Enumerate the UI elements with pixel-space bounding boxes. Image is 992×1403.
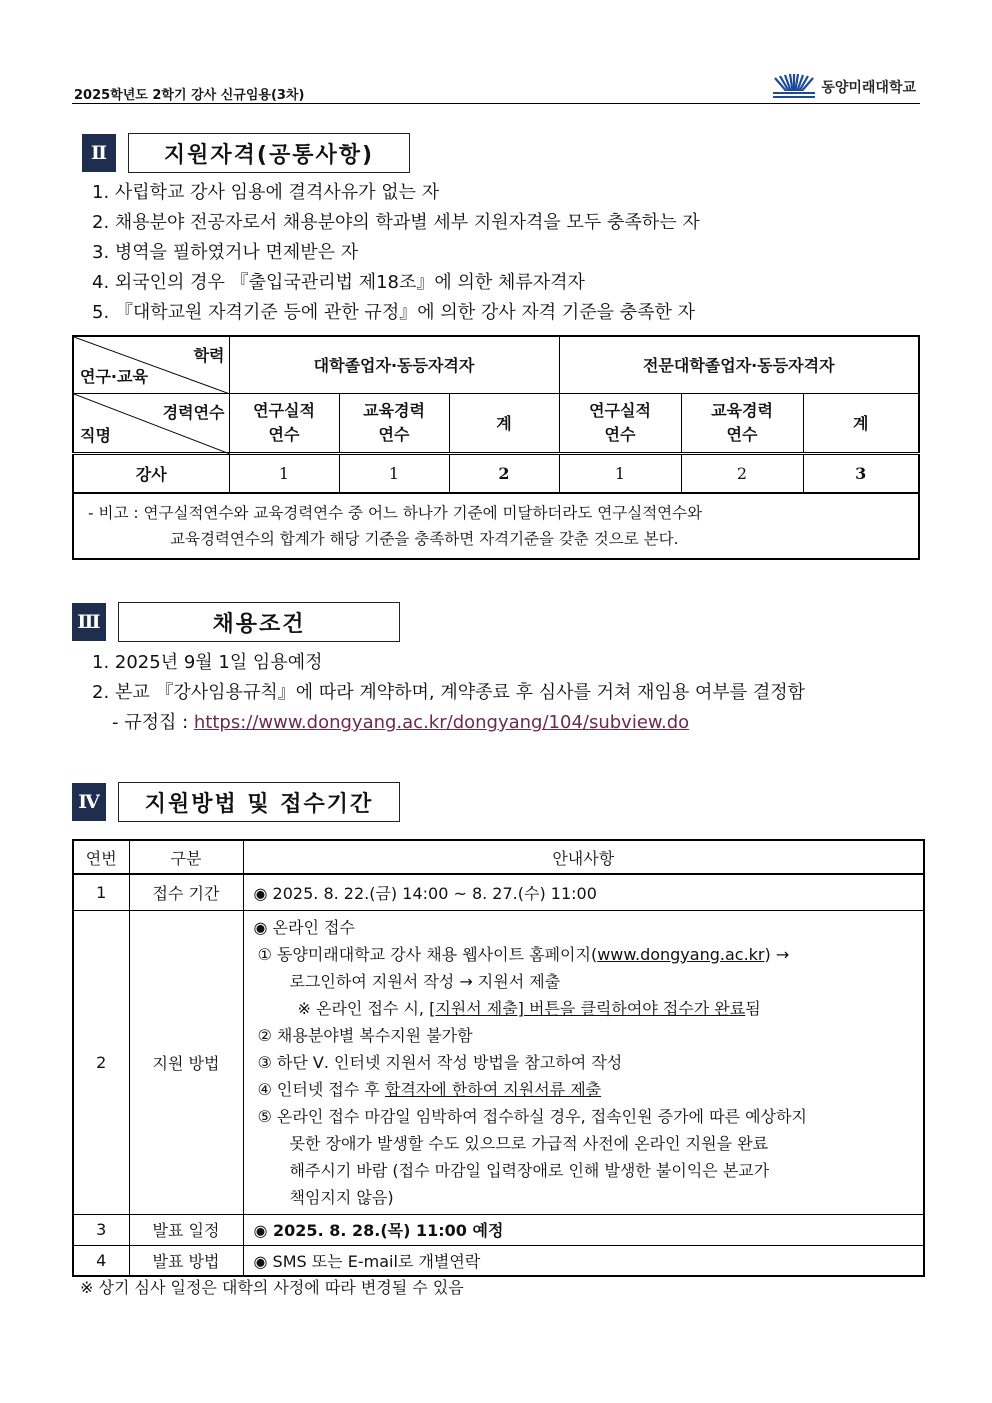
schedule-footnote: ※ 상기 심사 일정은 대학의 사정에 따라 변경될 수 있음 bbox=[80, 1278, 464, 1297]
table-cell: 4 bbox=[73, 1245, 129, 1276]
table-cell: 3 bbox=[803, 453, 919, 493]
group-header: 대학졸업자·동등자격자 bbox=[229, 336, 559, 393]
section-4-heading bbox=[72, 782, 400, 822]
table-note: - 비고 : 연구실적연수와 교육경력연수 중 어느 하나가 기준에 미달하더라도 연구실적연수와 교육경력연수의 합계가 해당 기준을 충족하면 자격기준을 갖춘 것으로 본다. bbox=[73, 493, 919, 559]
column-header: 연번 bbox=[73, 840, 129, 874]
table-cell: 접수 기간 bbox=[129, 874, 243, 910]
diagonal-header-cell: 학력 연구·교육 bbox=[73, 336, 229, 393]
column-header: 연구실적 연수 bbox=[229, 393, 339, 453]
section-number-badge: Ⅳ bbox=[72, 783, 106, 821]
list-item: 2. 본교 『강사임용규칙』에 따라 계약하며, 계약종료 후 심사를 거쳐 재임용 여부를 결정함 bbox=[92, 682, 806, 703]
section-number-badge: Ⅱ bbox=[82, 134, 116, 172]
table-cell: 3 bbox=[73, 1214, 129, 1245]
column-header: 연구실적 연수 bbox=[559, 393, 681, 453]
section-title: 채용조건 bbox=[118, 602, 400, 642]
table-cell: 1 bbox=[559, 453, 681, 493]
section-number-badge: Ⅲ bbox=[72, 603, 106, 641]
qualification-table bbox=[72, 335, 920, 560]
list-item: 4. 외국인의 경우 『출입국관리법 제18조』에 의한 체류자격자 bbox=[92, 272, 585, 293]
diagonal-header-cell: 경력연수 직명 bbox=[73, 393, 229, 453]
list-item: - 규정집 : https://www.dongyang.ac.kr/dongyang/104/subview.do bbox=[112, 712, 690, 733]
column-header: 교육경력 연수 bbox=[339, 393, 449, 453]
application-guide-cell: ◉ 온라인 접수 ① 동양미래대학교 강사 채용 웹사이트 홈페이지(www.dongyang.ac.kr) → 로그인하여 지원서 작성 → 지원서 제출 ※ 온라인 접수 시, [지원서 제출] 버튼을 클릭하여야 접수가 완료됨 ② 채용분야별 복수지원 불가함 ③ 하단 Ⅴ. 인터넷 지원서 작성 방법을 참고하여 작성 ④ 인터넷 접수 후 합격자에 한하여 지원서류 제출 ⑤ 온라인 접수 마감일 임박하여 접수하실 경우, 접속인원 증가에 따른 예상하지 못한 장애가 발생할 수도 있으므로 가급적 사전에 온라인 지원을 완료 해주시기 바람 (접수 마감일 입력장애로 인해 발생한 불이익은 본교가 책임지지 않음) bbox=[243, 910, 924, 1214]
list-item: 1. 사립학교 강사 임용에 결격사유가 없는 자 bbox=[92, 182, 440, 203]
table-cell: ◉ 2025. 8. 28.(목) 11:00 예정 bbox=[243, 1214, 924, 1245]
section-title: 지원자격(공통사항) bbox=[128, 133, 410, 173]
table-cell: 발표 방법 bbox=[129, 1245, 243, 1276]
table-cell: 지원 방법 bbox=[129, 910, 243, 1214]
column-header: 계 bbox=[803, 393, 919, 453]
table-cell: 2 bbox=[449, 453, 559, 493]
table-cell: 1 bbox=[229, 453, 339, 493]
table-cell: 발표 일정 bbox=[129, 1214, 243, 1245]
university-logo bbox=[773, 74, 916, 100]
table-cell: 2 bbox=[73, 910, 129, 1214]
column-header: 계 bbox=[449, 393, 559, 453]
website-link[interactable]: www.dongyang.ac.kr bbox=[597, 944, 765, 964]
column-header: 교육경력 연수 bbox=[681, 393, 803, 453]
column-header: 구분 bbox=[129, 840, 243, 874]
regulations-link[interactable]: https://www.dongyang.ac.kr/dongyang/104/subview.do bbox=[193, 712, 690, 733]
list-item: 3. 병역을 필하였거나 면제받은 자 bbox=[92, 242, 359, 263]
qualification-list bbox=[92, 178, 700, 328]
employment-conditions-list bbox=[92, 648, 805, 738]
application-table bbox=[72, 839, 925, 1277]
list-item: 1. 2025년 9월 1일 임용예정 bbox=[92, 652, 323, 673]
table-cell: 1 bbox=[73, 874, 129, 910]
page-header bbox=[72, 72, 920, 104]
table-cell: ◉ 2025. 8. 22.(금) 14:00 ~ 8. 27.(수) 11:00 bbox=[243, 874, 924, 910]
group-header: 전문대학졸업자·동등자격자 bbox=[559, 336, 919, 393]
logo-text: 동양미래대학교 bbox=[821, 80, 916, 96]
list-item: 5. 『대학교원 자격기준 등에 관한 규정』에 의한 강사 자격 기준을 충족한 자 bbox=[92, 302, 695, 323]
table-cell: 1 bbox=[339, 453, 449, 493]
document-title: 2025학년도 2학기 강사 신규임용(3차) bbox=[74, 88, 305, 103]
section-title: 지원방법 및 접수기간 bbox=[118, 782, 400, 822]
list-item: 2. 채용분야 전공자로서 채용분야의 학과별 세부 지원자격을 모두 충족하는 자 bbox=[92, 212, 700, 233]
section-3-heading bbox=[72, 602, 400, 642]
row-header: 강사 bbox=[73, 453, 229, 493]
table-cell: ◉ SMS 또는 E-mail로 개별연락 bbox=[243, 1245, 924, 1276]
column-header: 안내사항 bbox=[243, 840, 924, 874]
table-cell: 2 bbox=[681, 453, 803, 493]
section-2-heading bbox=[82, 133, 410, 173]
logo-mark-icon bbox=[773, 74, 815, 100]
